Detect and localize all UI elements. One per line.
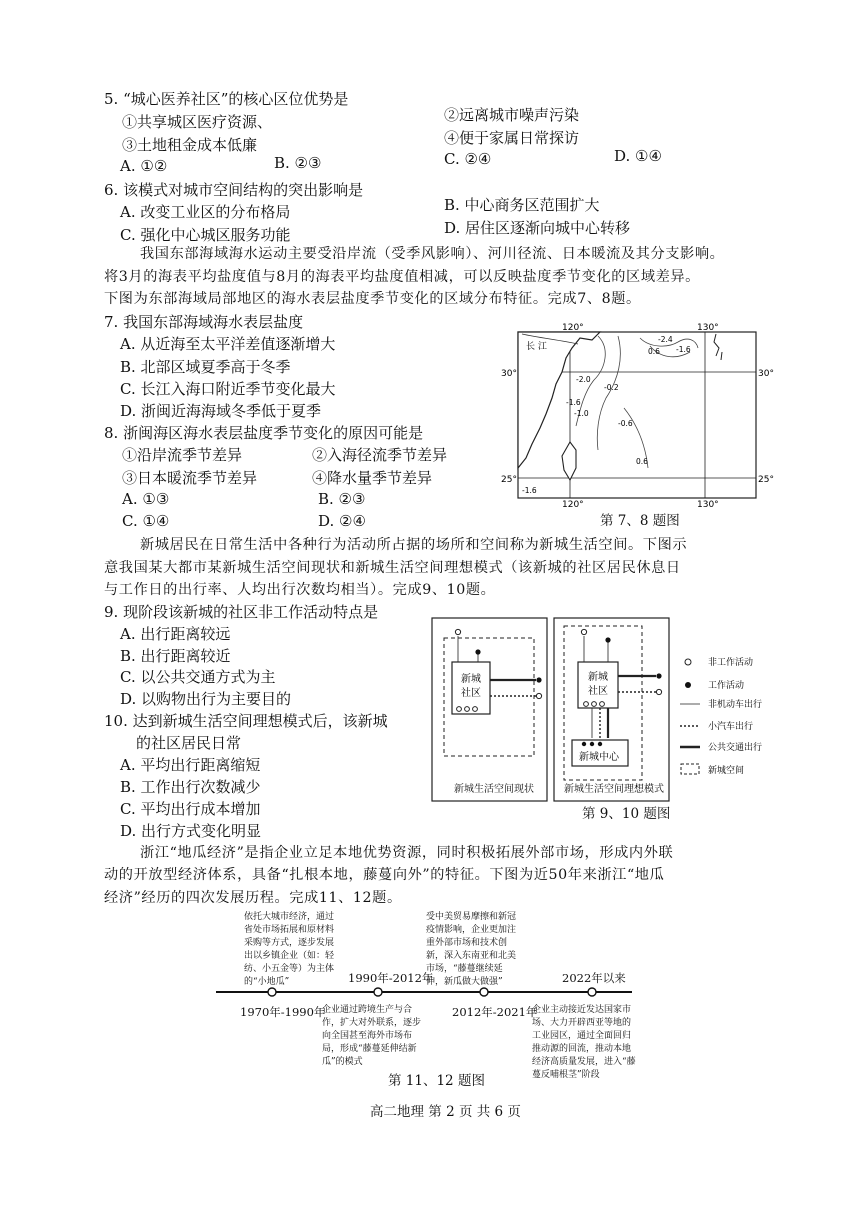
q10-choice-b[interactable]: B. 工作出行次数减少 (120, 778, 261, 796)
legend-work-icon (685, 682, 691, 688)
q6-choice-a[interactable]: A. 改变工业区的分布格局 (120, 203, 291, 221)
new-city-center-label: 新城中心 (579, 752, 619, 763)
q6-choice-c[interactable]: C. 强化中心城区服务功能 (120, 226, 291, 244)
q8-choice-d[interactable]: D. ②④ (318, 512, 366, 530)
q7-choice-d[interactable]: D. 浙闽近海海域冬季低于夏季 (120, 402, 322, 420)
q7-choice-b[interactable]: B. 北部区域夏季高于冬季 (120, 358, 291, 376)
community-label-2: 新城社区 (588, 672, 608, 697)
panel-ideal (554, 618, 669, 801)
legend-bike: 非机动车出行 (708, 700, 763, 710)
timeline-axis (214, 982, 634, 1002)
q8-option-3: ③日本暖流季节差异 (122, 469, 258, 487)
timeline-date-1: 1970年-1990年 (240, 1005, 326, 1019)
map-lat-25-right: 25° (758, 475, 774, 485)
timeline-stage4-text: 企业主动接近发达国家市场、大力开辟西亚等地的工业园区，通过全面回归推动源的回流，推动本地经济高质量发展，进入“藤蔓反哺根茎”阶段 (532, 1005, 636, 1080)
q5-option-4: ④便于家属日常探访 (444, 129, 580, 147)
legend-space-icon (681, 764, 699, 774)
legend-non-work-icon (685, 659, 691, 665)
passage3-line1: 浙江“地瓜经济”是指企业立足本地优势资源，同时积极拓展外部市场，形成内外联 (140, 845, 674, 861)
q6-stem: 6. 该模式对城市空间结构的突出影响是 (104, 181, 364, 199)
isoline-value: -2.0 (576, 375, 591, 384)
q9-choice-b[interactable]: B. 出行距离较近 (120, 647, 231, 665)
q10-stem-cont: 的社区居民日常 (136, 734, 242, 752)
isoline-value: -1.6 (676, 345, 691, 354)
diagram-caption-ideal: 新城生活空间理想模式 (564, 784, 664, 795)
isoline-value: 0.6 (636, 457, 648, 466)
q8-choice-a[interactable]: A. ①③ (122, 490, 170, 508)
timeline-node (588, 988, 596, 996)
isoline-value: -1.6 (566, 398, 581, 407)
q6-choice-b[interactable]: B. 中心商务区范围扩大 (444, 196, 600, 214)
timeline-stage3-text: 受中美贸易摩擦和新冠疫情影响，企业更加注重外部市场和技术创新，深入东南亚和北美市场，“藤蔓继续延伸，新瓜做大做强” (426, 912, 517, 987)
q8-option-4: ④降水量季节差异 (312, 469, 433, 487)
q5-choice-a[interactable]: A. ①② (120, 157, 168, 175)
timeline-date-4: 2022年以来 (562, 971, 626, 985)
q5-choice-c[interactable]: C. ②④ (444, 150, 492, 168)
q7-stem: 7. 我国东部海域海水表层盐度 (104, 313, 304, 331)
q8-choice-c[interactable]: C. ①④ (122, 512, 170, 530)
timeline-node (480, 988, 488, 996)
work-dot (656, 673, 661, 678)
map-lon-130-bottom: 130° (697, 500, 719, 510)
q9-choice-d[interactable]: D. 以购物出行为主要目的 (120, 690, 292, 708)
passage2-line2: 意我国某大都市某新城生活空间现状和新城生活空间理想模式（该新城的社区居民休息日 (104, 560, 681, 576)
q8-option-2: ②入海径流季节差异 (312, 446, 448, 464)
map-lat-25-left: 25° (501, 475, 517, 485)
map-lat-30-left: 30° (501, 369, 517, 379)
passage1-line1: 我国东部海域海水运动主要受沿岸流（受季风影响）、河川径流、日本暖流及其分支影响。 (140, 246, 725, 262)
map-river-label: 长 江 (526, 342, 547, 352)
map-caption: 第 7、8 题图 (600, 513, 680, 529)
q7-choice-a[interactable]: A. 从近海至太平洋差值逐渐增大 (120, 335, 336, 353)
q10-choice-a[interactable]: A. 平均出行距离缩短 (120, 756, 261, 774)
timeline-date-2: 1990年-2012年 (348, 971, 434, 985)
passage2-line1: 新城居民在日常生活中各种行为活动所占据的场所和空间称为新城生活空间。下图示 (140, 537, 688, 553)
passage3-line2: 动的开放型经济体系，具备“扎根本地，藤蔓向外”的特征。下图为近50年来浙江“地瓜 (104, 867, 665, 883)
q10-choice-d[interactable]: D. 出行方式变化明显 (120, 822, 262, 840)
q5-choice-d[interactable]: D. ①④ (614, 147, 662, 165)
timeline-stage1-text: 依托大城市经济，通过省处市场拓展和原材料采购等方式，逐步发展出以乡镇企业（如：轻纺、小五金等）为主体的“小地瓜” (244, 912, 335, 987)
legend-non-work: 非工作活动 (708, 658, 754, 668)
map-lon-120-bottom: 120° (562, 500, 584, 510)
work-dot (590, 742, 594, 746)
diagram-caption: 第 9、10 题图 (582, 806, 671, 822)
q5-choice-b[interactable]: B. ②③ (274, 154, 322, 172)
timeline-node (268, 988, 276, 996)
map-lon-130-top: 130° (697, 323, 719, 333)
diagram-caption-current: 新城生活空间现状 (454, 784, 534, 795)
work-dot (605, 637, 610, 642)
q8-option-1: ①沿岸流季节差异 (122, 446, 243, 464)
legend-transit: 公共交通出行 (708, 743, 763, 753)
q8-choice-b[interactable]: B. ②③ (318, 490, 366, 508)
timeline-date-3: 2012年-2021年 (452, 1005, 538, 1019)
q9-stem: 9. 现阶段该新城的社区非工作活动特点是 (104, 603, 379, 621)
passage3-line3: 经济”经历的四次发展历程。完成11、12题。 (104, 890, 402, 906)
q10-stem: 10. 达到新城生活空间理想模式后，该新城 (104, 712, 388, 730)
work-dot (536, 677, 541, 682)
q5-option-2: ②远离城市噪声污染 (444, 106, 580, 124)
salinity-map (500, 318, 772, 508)
q9-choice-c[interactable]: C. 以公共交通方式为主 (120, 668, 276, 686)
community-label-1: 新城社区 (461, 674, 481, 699)
legend-car: 小汽车出行 (708, 722, 754, 732)
isoline-value: -0.6 (618, 419, 633, 428)
q5-option-3: ③土地租金成本低廉 (122, 136, 258, 154)
passage1-line3: 下图为东部海域局部地区的海水表层盐度季节变化的区域分布特征。完成7、8题。 (104, 291, 641, 307)
legend-space: 新城空间 (708, 766, 745, 776)
q10-choice-c[interactable]: C. 平均出行成本增加 (120, 800, 261, 818)
page-footer: 高二地理 第 2 页 共 6 页 (370, 1104, 521, 1120)
map-lat-30-right: 30° (758, 369, 774, 379)
timeline-node (374, 988, 382, 996)
q6-choice-d[interactable]: D. 居住区逐渐向城中心转移 (444, 219, 631, 237)
work-dot (582, 742, 586, 746)
work-dot (475, 649, 480, 654)
q7-choice-c[interactable]: C. 长江入海口附近季节变化最大 (120, 380, 336, 398)
timeline-stage2-text: 企业通过跨境生产与合作，扩大对外联系，逐步向全国甚至海外市场布局，形成“藤蔓延伸结新瓜”的模式 (322, 1005, 422, 1067)
map-lon-120-top: 120° (562, 323, 584, 333)
q8-stem: 8. 浙闽海区海水表层盐度季节变化的原因可能是 (104, 424, 424, 442)
legend-work: 工作活动 (708, 681, 745, 691)
isoline-value: -1.6 (522, 486, 537, 495)
q5-stem: 5. “城心医养社区”的核心区位优势是 (104, 90, 349, 108)
q9-choice-a[interactable]: A. 出行距离较远 (120, 625, 231, 643)
work-dot (598, 742, 602, 746)
passage2-line3: 与工作日的出行率、人均出行次数均相当）。完成9、10题。 (104, 582, 496, 598)
isoline-value: 0.6 (648, 347, 660, 356)
passage1-line2: 将3月的海表平均盐度值与8月的海表平均盐度值相减，可以反映盐度季节变化的区域差异。 (104, 269, 700, 285)
timeline-caption: 第 11、12 题图 (388, 1073, 485, 1089)
isoline-value: -1.0 (574, 409, 589, 418)
isoline-value: -2.4 (658, 335, 673, 344)
q5-option-1: ①共享城区医疗资源、 (122, 113, 273, 131)
community-box-2 (578, 662, 618, 708)
new-city-diagram (430, 616, 785, 806)
isoline-value: -0.2 (604, 383, 619, 392)
